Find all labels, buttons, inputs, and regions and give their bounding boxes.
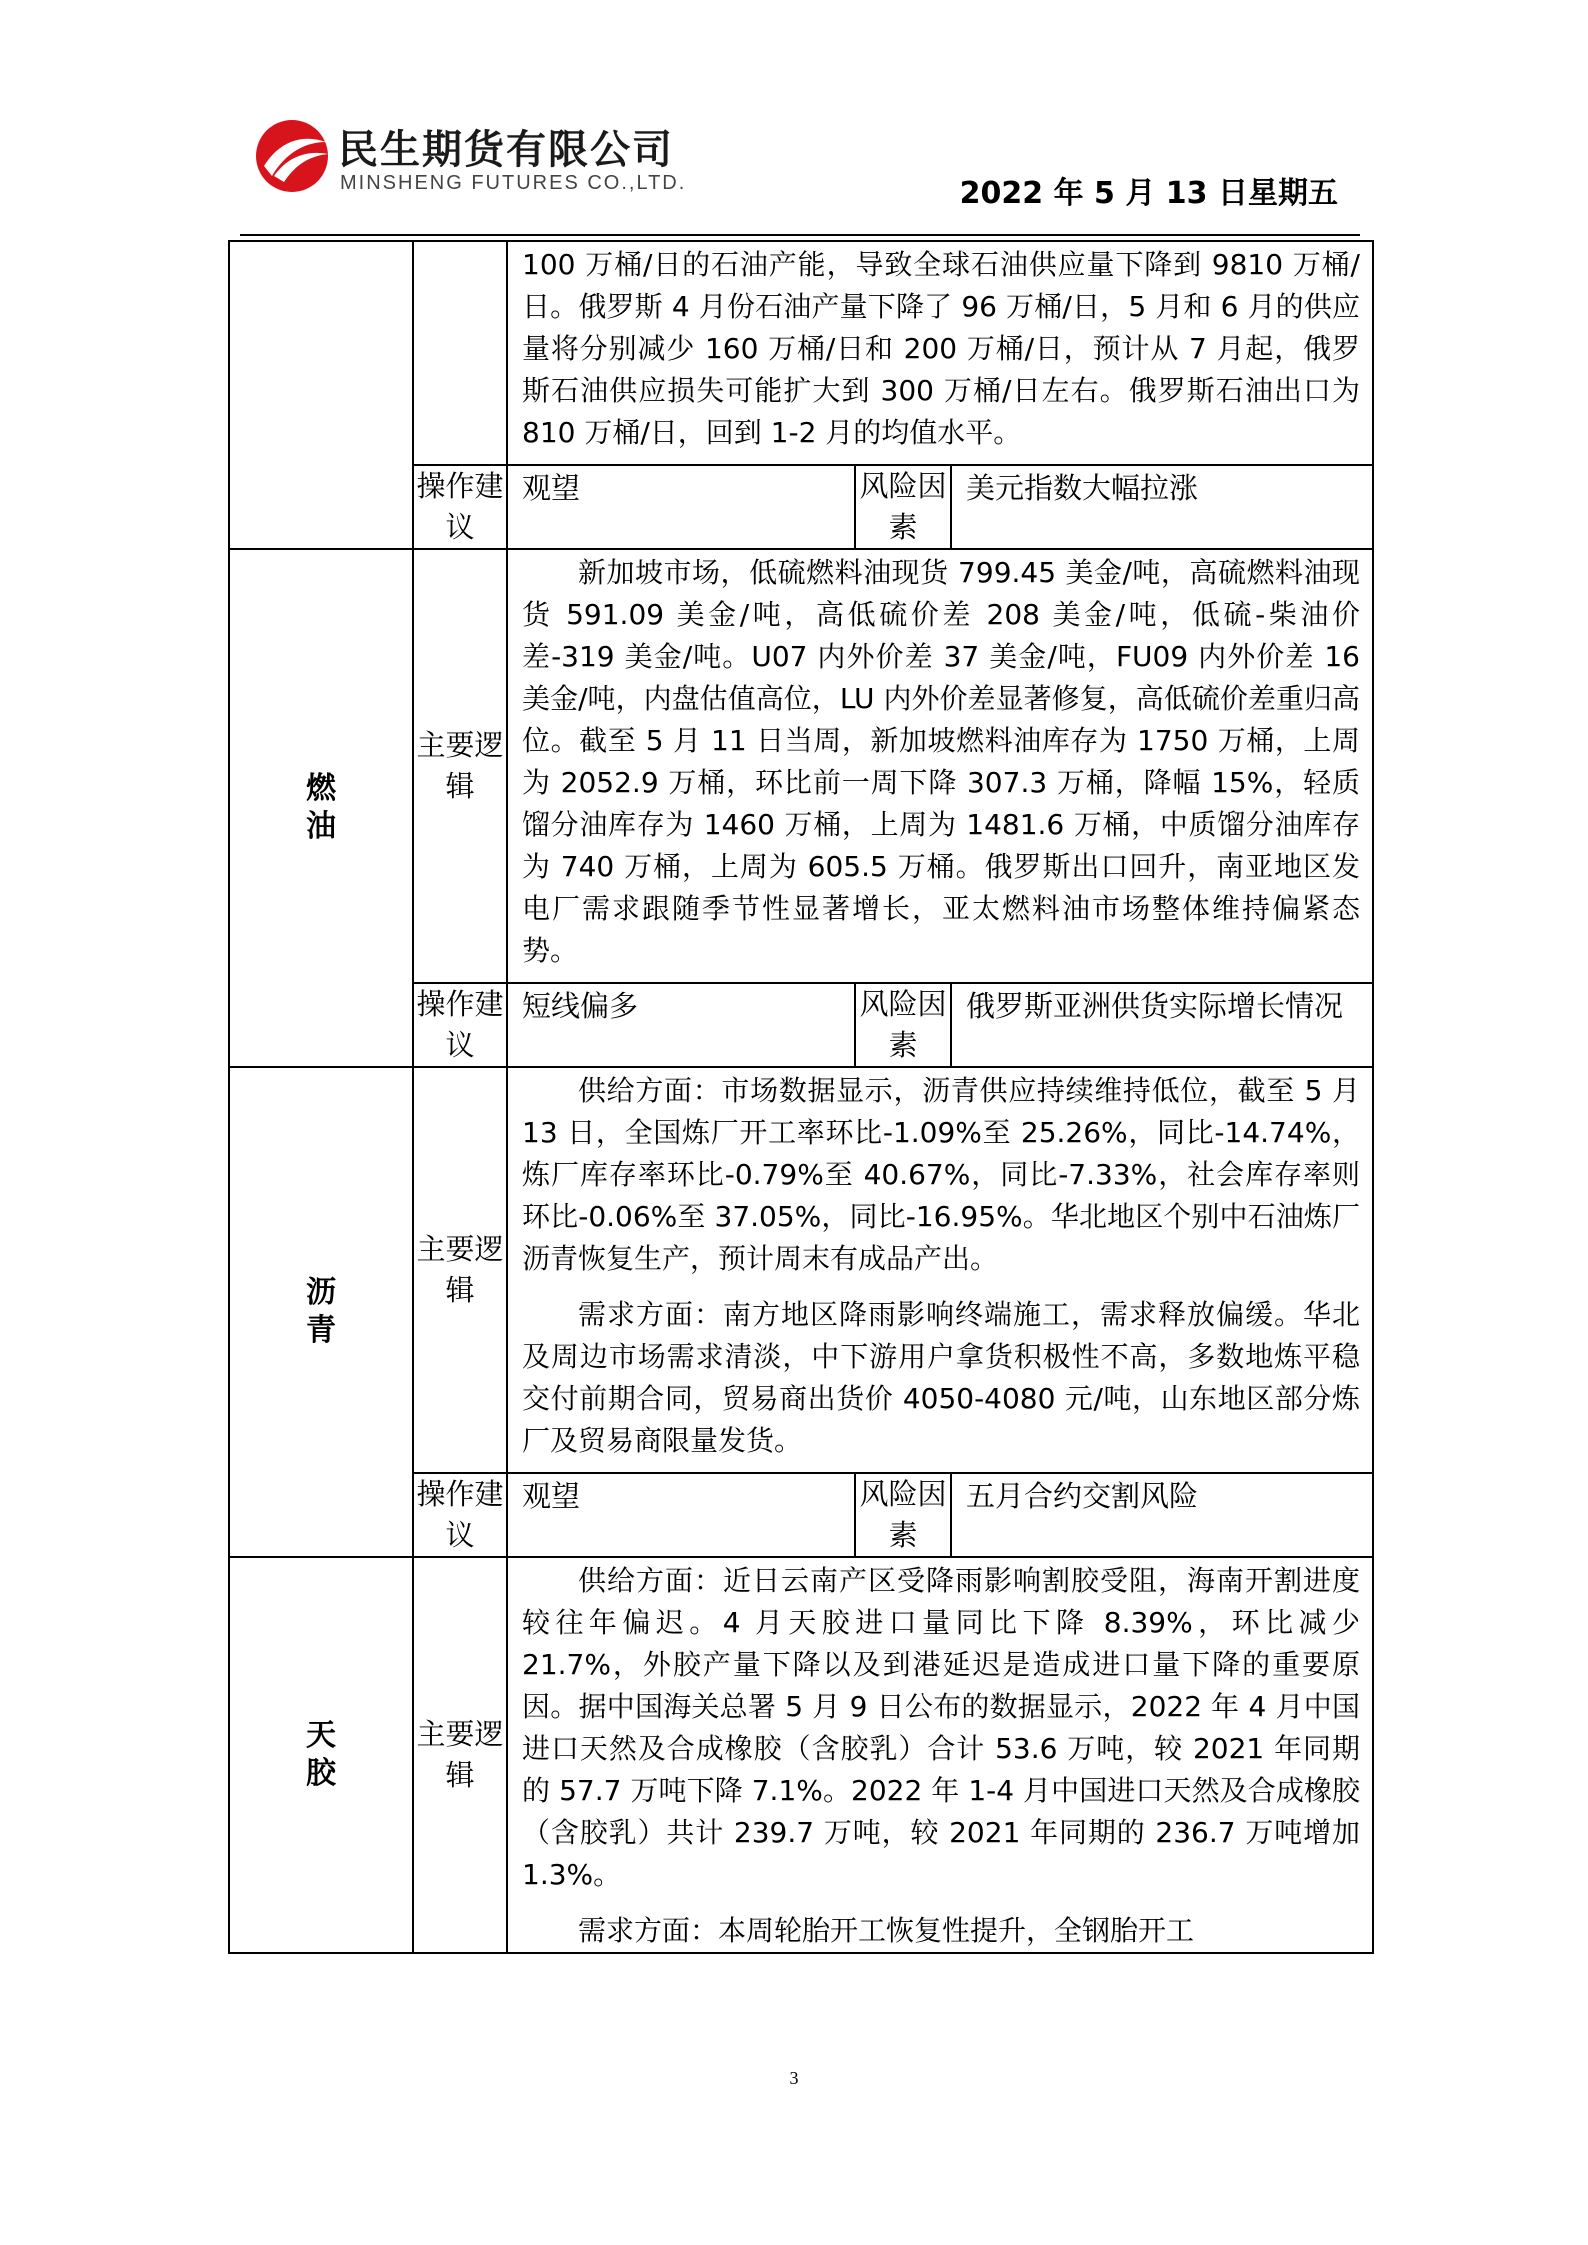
main-logic-content <box>507 241 1373 465</box>
operation-label: 操作建议 <box>413 983 507 1067</box>
operation-value: 观望 <box>508 1474 856 1556</box>
table-row <box>229 241 1373 465</box>
logic-paragraph: 需求方面：本周轮胎开工恢复性提升，全钢胎开工 <box>578 1914 1195 1947</box>
commodity-name: 燃油 <box>229 549 413 1067</box>
header-divider <box>240 234 1360 236</box>
main-logic-content <box>507 549 1373 983</box>
logo-chinese-name: 民生期货有限公司 <box>338 127 674 173</box>
page-number: 3 <box>789 2068 799 2088</box>
logic-paragraph: 供给方面：近日云南产区受降雨影响割胶受阻，海南开割进度较往年偏迟。4 月天胶进口量同比下降 8.39%，环比减少 21.7%，外胶产量下降以及到港延迟是造成进口量下降的重要原因。据中国海关总署 5 月 9 日公布的数据显示，2022 年 4 月中国进口天然及合成橡胶（含胶乳）合计 53.6 万吨，较 2021 年同期 的 57.7 万吨下降 7.1%。2022 年 1-4 月中国进口天然及合成橡胶 （含胶乳）共计 239.7 万吨，较 2021 年同期的 236.7 万吨增加 1.3%。 <box>522 1564 1360 1891</box>
risk-label: 风险因素 <box>856 466 952 548</box>
report-date: 2022 年 5 月 13 日星期五 <box>959 176 1338 211</box>
operation-risk-cell <box>507 465 1373 549</box>
minsheng-swoosh-logo-icon <box>252 116 332 196</box>
commodity-table <box>228 240 1374 1954</box>
table-row <box>229 1557 1373 1953</box>
main-logic-label: 主要逻辑 <box>413 1067 507 1473</box>
logo-english-name: MINSHENG FUTURES CO.,LTD. <box>340 172 687 194</box>
table-row <box>229 1067 1373 1473</box>
operation-value: 短线偏多 <box>508 984 856 1066</box>
operation-label: 操作建议 <box>413 465 507 549</box>
page-header <box>0 0 1588 240</box>
logic-paragraph: 新加坡市场，低硫燃料油现货 799.45 美金/吨，高硫燃料油现货 591.09 美金/吨，高低硫价差 208 美金/吨，低硫-柴油价差-319 美金/吨。U07 内外价差 37 美金/吨，FU09 内外价差 16 美金/吨，内盘估值高位，LU 内外价差显著修复，高低硫价差重归高位。截至 5 月 11 日当周，新加坡燃料油库存为 1750 万桶，上周为 2052.9 万桶，环比前一周下降 307.3 万桶，降幅 15%，轻质馏分油库存为 1460 万桶，上周为 1481.6 万桶，中质馏分油库存为 740 万桶，上周为 605.5 万桶。俄罗斯出口回升，南亚地区发电厂需求跟随季节性显著增长，亚太燃料油市场整体维持偏紧态势。 <box>522 556 1360 967</box>
commodity-name <box>229 241 413 549</box>
row-label <box>413 241 507 465</box>
main-logic-content <box>507 1557 1373 1953</box>
main-logic-label: 主要逻辑 <box>413 549 507 983</box>
operation-risk-cell <box>507 983 1373 1067</box>
logic-paragraph: 供给方面：市场数据显示，沥青供应持续维持低位，截至 5 月 13 日，全国炼厂开工率环比-1.09%至 25.26%，同比-14.74%，炼厂库存率环比-0.79%至 40.67%，同比-7.33%，社会库存率则环比-0.06%至 37.05%，同比-16.95%。华北地区个别中石油炼厂沥青恢复生产，预计周末有成品产出。 <box>522 1074 1360 1275</box>
logic-paragraph: 100 万桶/日的石油产能，导致全球石油供应量下降到 9810 万桶/日。俄罗斯 4 月份石油产量下降了 96 万桶/日，5 月和 6 月的供应量将分别减少 160 万桶/日和 200 万桶/日，预计从 7 月起，俄罗斯石油供应损失可能扩大到 300 万桶/日左右。俄罗斯石油出口为 810 万桶/日，回到 1-2 月的均值水平。 <box>522 248 1360 449</box>
operation-label: 操作建议 <box>413 1473 507 1557</box>
main-logic-content <box>507 1067 1373 1473</box>
company-logo <box>252 112 732 202</box>
operation-value: 观望 <box>508 466 856 548</box>
risk-value: 五月合约交割风险 <box>966 1479 1199 1513</box>
risk-label: 风险因素 <box>856 1474 952 1556</box>
risk-value: 俄罗斯亚洲供货实际增长情况 <box>966 989 1344 1023</box>
table-row <box>229 549 1373 983</box>
risk-value: 美元指数大幅拉涨 <box>966 471 1199 505</box>
commodity-name: 沥青 <box>229 1067 413 1557</box>
main-logic-label: 主要逻辑 <box>413 1557 507 1953</box>
logic-paragraph: 需求方面：南方地区降雨影响终端施工，需求释放偏缓。华北及周边市场需求清淡，中下游用户拿货积极性不高，多数地炼平稳交付前期合同，贸易商出货价 4050-4080 元/吨，山东地区部分炼厂及贸易商限量发货。 <box>522 1298 1360 1457</box>
risk-label: 风险因素 <box>856 984 952 1066</box>
commodity-name: 天胶 <box>229 1557 413 1953</box>
operation-risk-cell <box>507 1473 1373 1557</box>
